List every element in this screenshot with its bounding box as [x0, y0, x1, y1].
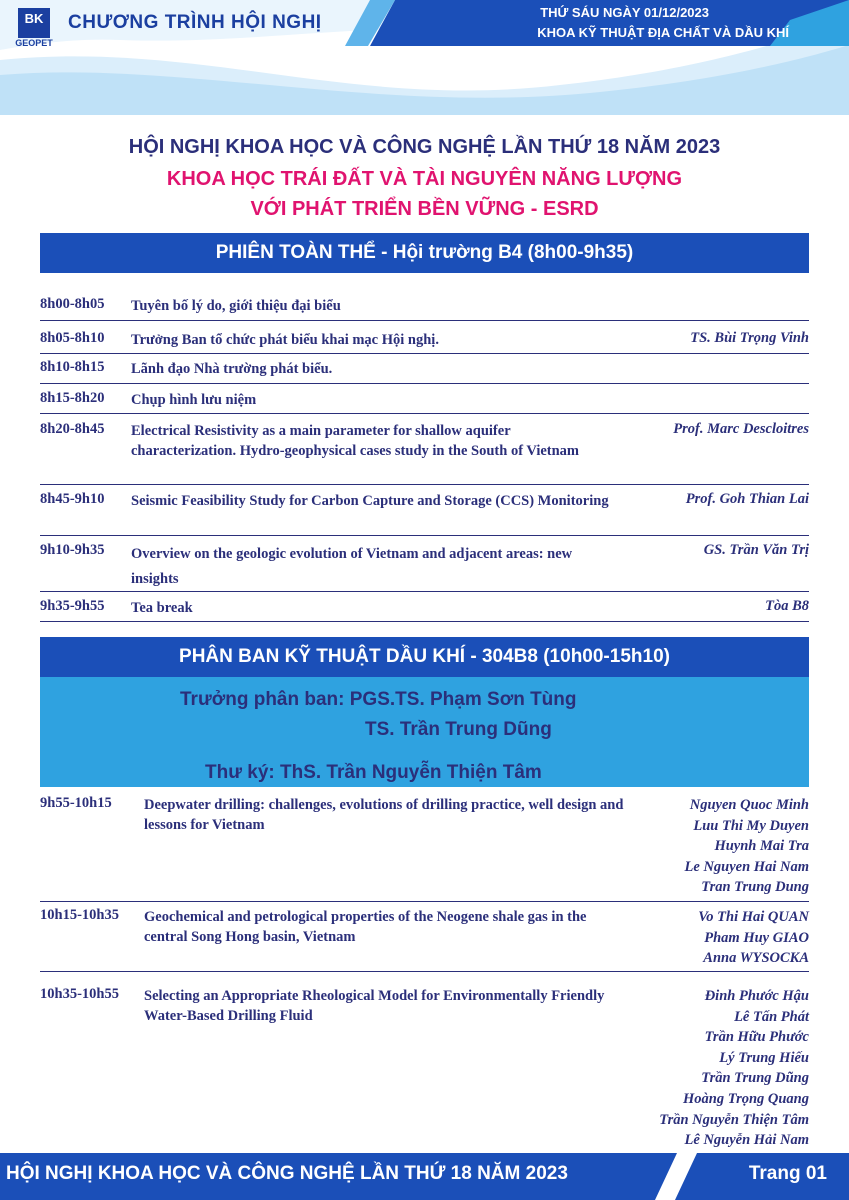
row-divider	[40, 621, 809, 622]
time-slot: 8h20-8h45	[40, 421, 105, 437]
agenda-item: Trưởng Ban tổ chức phát biểu khai mạc Hội nghị.	[131, 332, 439, 348]
row-divider	[40, 413, 809, 414]
agenda-item: Chụp hình lưu niệm	[131, 392, 257, 408]
author: Le Nguyen Hai Nam	[684, 858, 809, 875]
time-slot: 9h55-10h15	[40, 795, 112, 811]
agenda-item: Lãnh đạo Nhà trường phát biểu.	[131, 361, 333, 377]
time-slot: 8h10-8h15	[40, 359, 105, 375]
agenda-item: Tuyên bố lý do, giới thiệu đại biểu	[131, 298, 341, 314]
author: Anna WYSOCKA	[703, 950, 809, 967]
agenda-item: Overview on the geologic evolution of Vietnam and adjacent areas: new insights	[131, 546, 573, 587]
author-list	[685, 795, 809, 898]
author: Luu Thi My Duyen	[693, 817, 809, 834]
row-divider	[40, 383, 809, 384]
schedule-row	[40, 598, 809, 618]
conference-title: HỘI NGHỊ KHOA HỌC VÀ CÔNG NGHỆ LẦN THỨ 18 NĂM 2023	[128, 136, 721, 158]
speaker: Prof. Marc Descloitres	[673, 421, 809, 437]
paper-title: Deepwater drilling: challenges, evolutions of drilling practice, well design and lessons for Vietnam	[144, 797, 624, 833]
schedule-row	[40, 390, 809, 410]
time-slot: 8h00-8h05	[40, 296, 105, 312]
university-logo	[12, 8, 56, 48]
session-chair: Trưởng phân ban: PGS.TS. Phạm Sơn Tùng	[180, 689, 577, 710]
schedule-row	[40, 330, 809, 350]
session-cochair: TS. Trần Trung Dũng	[365, 719, 552, 740]
author: Đinh Phước Hậu	[704, 988, 809, 1004]
author: Trần Nguyễn Thiện Tâm	[659, 1111, 809, 1128]
logo-subtext: GEOPET	[15, 38, 53, 48]
author: Lê Nguyễn Hải Nam	[684, 1132, 809, 1149]
time-slot: 8h05-8h10	[40, 330, 105, 346]
author: Lý Trung Hiếu	[719, 1049, 809, 1066]
petroleum-session-header: PHÂN BAN KỸ THUẬT DẦU KHÍ - 304B8 (10h00-15h10)	[40, 637, 809, 677]
speaker: TS. Bùi Trọng Vinh	[690, 330, 809, 346]
author: Lê Tấn Phát	[734, 1008, 809, 1025]
time-slot: 10h35-10h55	[40, 986, 119, 1002]
author: Trần Hữu Phước	[704, 1029, 809, 1046]
schedule-row	[40, 542, 809, 587]
header-band	[0, 0, 849, 115]
author: Vo Thi Hai QUAN	[698, 909, 809, 925]
row-divider	[40, 484, 809, 485]
time-slot: 9h10-9h35	[40, 542, 105, 558]
row-divider	[40, 320, 809, 321]
row-divider	[40, 971, 809, 972]
footer-band	[0, 1153, 849, 1200]
author: Tran Trung Dung	[701, 879, 809, 896]
session-chairs-panel	[40, 677, 809, 787]
event-date: THỨ SÁU NGÀY 01/12/2023	[540, 5, 709, 20]
agenda-item: Electrical Resistivity as a main parameter for shallow aquifer characterization. Hydro-geophysical cases study in the South of Vietnam	[131, 423, 580, 459]
footer-slash-decoration	[655, 1153, 725, 1200]
paper-row	[40, 907, 809, 969]
author: Pham Huy GIAO	[704, 929, 809, 946]
row-divider	[40, 535, 809, 536]
schedule-row	[40, 491, 809, 531]
paper-title: Selecting an Appropriate Rheological Model for Environmentally Friendly Water-Based Drilling Fluid	[144, 988, 605, 1024]
row-divider	[40, 353, 809, 354]
paper-row	[40, 986, 809, 1151]
program-title: CHƯƠNG TRÌNH HỘI NGHỊ	[68, 12, 322, 33]
author: Huynh Mai Tra	[714, 838, 809, 855]
author-list	[659, 986, 809, 1151]
author-list	[698, 907, 809, 969]
agenda-item: Seismic Feasibility Study for Carbon Capture and Storage (CCS) Monitoring	[131, 493, 609, 509]
page-number: Trang 01	[748, 1163, 827, 1184]
speaker: GS. Trần Văn Trị	[703, 542, 809, 558]
time-slot: 8h15-8h20	[40, 390, 105, 406]
schedule-row	[40, 359, 809, 379]
logo-mark: BK	[18, 8, 50, 38]
paper-row	[40, 795, 809, 900]
row-divider	[40, 591, 809, 592]
schedule-row	[40, 296, 809, 316]
venue: Tòa B8	[765, 598, 809, 614]
time-slot: 9h35-9h55	[40, 598, 105, 614]
session-secretary: Thư ký: ThS. Trần Nguyễn Thiện Tâm	[205, 762, 542, 783]
agenda-item: Tea break	[131, 600, 193, 616]
author: Nguyen Quoc Minh	[689, 797, 809, 813]
conference-theme-line2: VỚI PHÁT TRIỂN BỀN VỮNG - ESRD	[250, 198, 599, 220]
time-slot: 8h45-9h10	[40, 491, 105, 507]
schedule-row	[40, 421, 809, 481]
paper-title: Geochemical and petrological properties of the Neogene shale gas in the central Song Hong basin, Vietnam	[144, 909, 587, 945]
author: Trần Trung Dũng	[701, 1070, 809, 1087]
faculty-name: KHOA KỸ THUẬT ĐỊA CHẤT VÀ DẦU KHÍ	[537, 25, 789, 40]
plenary-session-header: PHIÊN TOÀN THỂ - Hội trường B4 (8h00-9h35)	[40, 233, 809, 273]
time-slot: 10h15-10h35	[40, 907, 119, 923]
author: Hoàng Trọng Quang	[683, 1090, 809, 1107]
conference-theme-line1: KHOA HỌC TRÁI ĐẤT VÀ TÀI NGUYÊN NĂNG LƯỢNG	[166, 168, 683, 190]
speaker: Prof. Goh Thian Lai	[685, 491, 809, 507]
row-divider	[40, 901, 809, 902]
footer-conference-title: HỘI NGHỊ KHOA HỌC VÀ CÔNG NGHỆ LẦN THỨ 18 NĂM 2023	[6, 1163, 568, 1184]
